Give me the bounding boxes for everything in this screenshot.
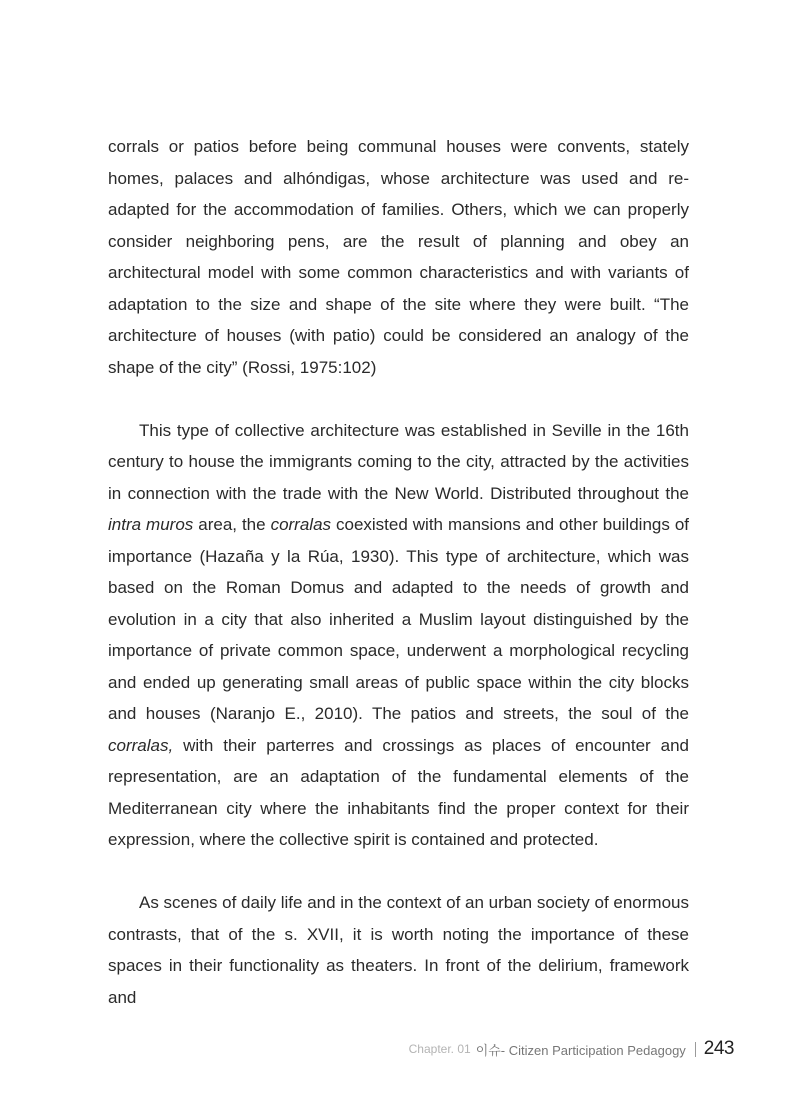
paragraph-1	[108, 131, 689, 383]
paragraph-text: corrals or patios before being communal houses were convents, stately homes, palaces and alhóndigas, whose architecture was used and re-adapted for the accommodation of families. Others, which we can properly consider neighboring pens, are the result of planning and obey an architectural model with some common characteristics and with variants of adaptation to the size and shape of the site where they were built. “The architecture of houses (with patio) could be considered an analogy of the shape of the city” (Rossi, 1975:102)	[108, 137, 689, 377]
paragraph-text: coexisted with mansions and other buildings of importance (Hazaña y la Rúa, 1930). This type of architecture, which was based on the Roman Domus and adapted to the needs of growth and evolution in a city that also inherited a Muslim layout distinguished by the importance of private common space, underwent a morphological recycling and ended up generating small areas of public space within the city blocks and houses (Naranjo E., 2010). The patios and streets, the soul of the	[108, 515, 689, 723]
italic-term: corralas	[270, 515, 332, 534]
footer-divider	[695, 1042, 696, 1057]
paragraph-text: area, the	[193, 515, 271, 534]
italic-term: intra muros	[108, 515, 194, 534]
paragraph-text: with their parterres and crossings as places of encounter and representation, are an adaptation of the fundamental elements of the Mediterranean city where the inhabitants find the proper context for their expression, where the collective spirit is contained and protected.	[108, 735, 689, 849]
paragraph-3	[108, 887, 689, 1013]
page-footer	[409, 1036, 734, 1062]
italic-term: corralas,	[108, 735, 174, 755]
page-number: 243	[703, 1038, 734, 1059]
body-text	[108, 131, 689, 1045]
paragraph-text: As scenes of daily life and in the context of an urban society of enormous contrasts, that of the s. XVII, it is worth noting the importance of these spaces in their functionality as theaters. In front of the delirium, framework and	[108, 893, 689, 1007]
footer-title: 이슈- Citizen Participation Pedagogy	[475, 1042, 686, 1058]
paragraph-text: This type of collective architecture was established in Seville in the 16th century to house the immigrants coming to the city, attracted by the activities in connection with the trade with the New World. Distributed throughout the	[108, 420, 689, 503]
paragraph-2	[108, 415, 689, 856]
footer-chapter: Chapter. 01	[408, 1042, 471, 1056]
